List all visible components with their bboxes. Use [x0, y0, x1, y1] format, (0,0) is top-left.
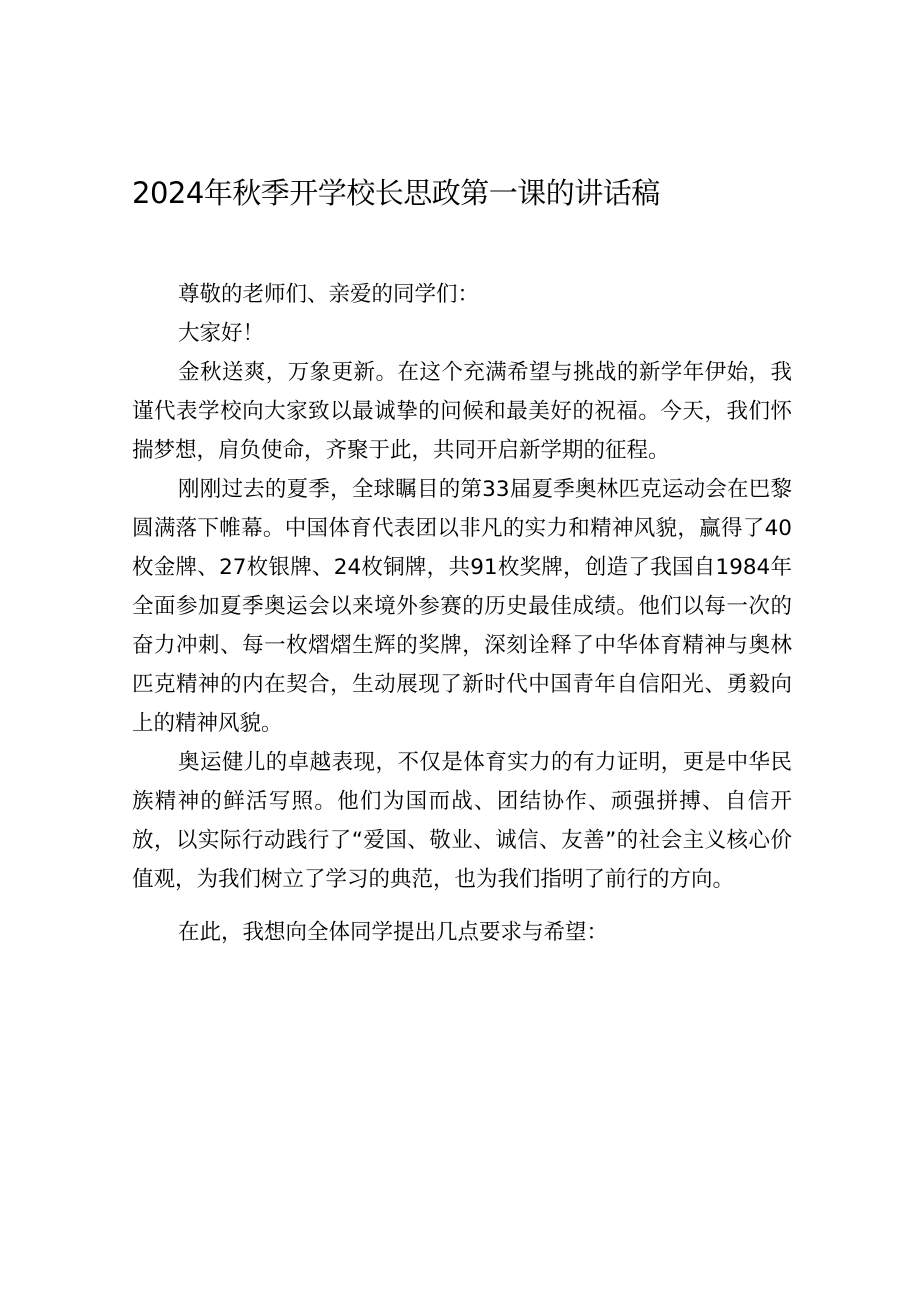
- paragraph-opening: 金秋送爽，万象更新。在这个充满希望与挑战的新学年伊始，我谨代表学校向大家致以最诚挚的问候和最美好的祝福。今天，我们怀揣梦想，肩负使命，齐聚于此，共同开启新学期的征程。: [132, 360, 792, 463]
- greeting: 大家好！: [178, 321, 265, 346]
- document-title: 2024年秋季开学校长思政第一课的讲话稿: [132, 176, 660, 210]
- paragraph-olympics: 刚刚过去的夏季，全球瞩目的第33届夏季奥林匹克运动会在巴黎圆满落下帷幕。中国体育代表团以非凡的实力和精神风貌，赢得了40枚金牌、27枚银牌、24枚铜牌，共91枚奖牌，创造了我国自1984年全面参加夏季奥运会以来境外参赛的历史最佳成绩。他们以每一次的奋力冲刺、每一枚熠熠生辉的奖牌，深刻诠释了中华体育精神与奥林匹克精神的内在契合，生动展现了新时代中国青年自信阳光、勇毅向上的精神风貌。: [132, 477, 792, 736]
- salutation: 尊敬的老师们、亲爱的同学们：: [178, 282, 480, 307]
- paragraph-requests: 在此，我想向全体同学提出几点要求与希望：: [178, 920, 609, 945]
- document-body: [132, 275, 792, 952]
- paragraph-athletes: 奥运健儿的卓越表现，不仅是体育实力的有力证明，更是中华民族精神的鲜活写照。他们为国而战、团结协作、顽强拼搏、自信开放，以实际行动践行了“爱国、敬业、诚信、友善”的社会主义核心价值观，为我们树立了学习的典范，也为我们指明了前行的方向。: [132, 750, 792, 892]
